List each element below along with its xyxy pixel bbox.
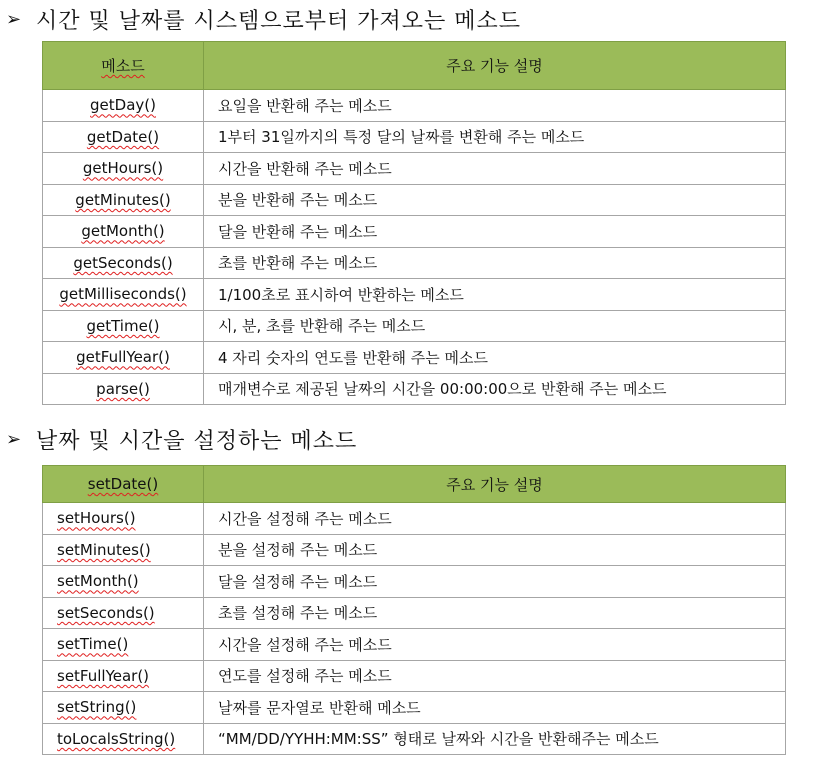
method-name-cell bbox=[43, 121, 204, 153]
table-row bbox=[43, 629, 786, 661]
table-row bbox=[43, 153, 786, 185]
method-description: “MM/DD/YYHH:MM:SS” 형태로 날짜와 시간을 반환해주는 메소드 bbox=[218, 730, 659, 749]
set-methods-table bbox=[42, 465, 786, 755]
section1-title: 시간 및 날짜를 시스템으로부터 가져오는 메소드 bbox=[36, 9, 522, 34]
table-row bbox=[43, 121, 786, 153]
method-description-cell bbox=[204, 534, 786, 566]
method-name-cell bbox=[43, 692, 204, 724]
method-description: 분을 설정해 주는 메소드 bbox=[218, 541, 378, 560]
method-description: 1/100초로 표시하여 반환하는 메소드 bbox=[218, 285, 464, 304]
method-name: setFullYear() bbox=[57, 666, 150, 685]
table-header-row bbox=[43, 42, 786, 90]
table-row bbox=[43, 660, 786, 692]
header-method: setDate() bbox=[43, 466, 204, 503]
method-name: getDay() bbox=[90, 96, 156, 115]
method-name-cell bbox=[43, 566, 204, 598]
method-name: toLocalsString() bbox=[57, 729, 176, 748]
method-name: getMinutes() bbox=[75, 190, 171, 209]
method-name-cell bbox=[43, 153, 204, 185]
method-description: 4 자리 숫자의 연도를 반환해 주는 메소드 bbox=[218, 348, 488, 367]
table-row bbox=[43, 723, 786, 755]
method-name-cell bbox=[43, 247, 204, 279]
method-name-cell bbox=[43, 660, 204, 692]
method-name-cell bbox=[43, 342, 204, 374]
method-name-cell bbox=[43, 216, 204, 248]
method-description: 분을 반환해 주는 메소드 bbox=[218, 191, 378, 210]
method-name-cell bbox=[43, 310, 204, 342]
get-methods-table bbox=[42, 41, 786, 405]
table-row bbox=[43, 310, 786, 342]
method-description-cell bbox=[204, 566, 786, 598]
method-name-cell bbox=[43, 534, 204, 566]
method-description-cell bbox=[204, 279, 786, 311]
arrow-bullet-icon: ➢ bbox=[6, 9, 23, 30]
method-description: 달을 반환해 주는 메소드 bbox=[218, 222, 378, 241]
method-description: 요일을 반환해 주는 메소드 bbox=[218, 96, 392, 115]
method-description-cell bbox=[204, 90, 786, 122]
method-name-cell bbox=[43, 723, 204, 755]
table-row bbox=[43, 597, 786, 629]
table-row bbox=[43, 279, 786, 311]
header-method: 메소드 bbox=[43, 42, 204, 90]
arrow-bullet-icon: ➢ bbox=[6, 429, 23, 450]
table-row bbox=[43, 503, 786, 535]
table-row bbox=[43, 184, 786, 216]
method-description-cell bbox=[204, 247, 786, 279]
method-name: getFullYear() bbox=[76, 348, 170, 367]
method-description: 시간을 설정해 주는 메소드 bbox=[218, 509, 392, 528]
method-name-cell bbox=[43, 184, 204, 216]
method-name-cell bbox=[43, 503, 204, 535]
method-description-cell bbox=[204, 342, 786, 374]
table-row bbox=[43, 342, 786, 374]
method-name-cell bbox=[43, 373, 204, 405]
method-name-cell bbox=[43, 597, 204, 629]
section1-heading bbox=[6, 4, 521, 35]
method-name-cell bbox=[43, 629, 204, 661]
method-description-cell bbox=[204, 597, 786, 629]
header-description: 주요 기능 설명 bbox=[204, 466, 786, 503]
table-row bbox=[43, 534, 786, 566]
table-row bbox=[43, 373, 786, 405]
method-description-cell bbox=[204, 216, 786, 248]
method-description: 1부터 31일까지의 특정 달의 날짜를 변환해 주는 메소드 bbox=[218, 128, 585, 147]
method-description: 초를 설정해 주는 메소드 bbox=[218, 604, 378, 623]
method-name: getMilliseconds() bbox=[59, 285, 187, 304]
method-name: getTime() bbox=[86, 316, 160, 335]
table-header-row bbox=[43, 466, 786, 503]
method-description: 시간을 반환해 주는 메소드 bbox=[218, 159, 392, 178]
table-row bbox=[43, 566, 786, 598]
header-description: 주요 기능 설명 bbox=[204, 42, 786, 90]
method-name: getSeconds() bbox=[73, 253, 173, 272]
method-description: 연도를 설정해 주는 메소드 bbox=[218, 667, 392, 686]
method-description-cell bbox=[204, 660, 786, 692]
method-name: getHours() bbox=[82, 159, 164, 178]
method-description-cell bbox=[204, 121, 786, 153]
method-name: setSeconds() bbox=[57, 603, 155, 622]
method-description: 매개변수로 제공된 날짜의 시간을 00:00:00으로 반환해 주는 메소드 bbox=[218, 380, 667, 399]
method-description-cell bbox=[204, 723, 786, 755]
table-row bbox=[43, 247, 786, 279]
section2-title: 날짜 및 시간을 설정하는 메소드 bbox=[36, 429, 358, 454]
method-description-cell bbox=[204, 692, 786, 724]
table-row bbox=[43, 692, 786, 724]
method-description-cell bbox=[204, 153, 786, 185]
method-name: parse() bbox=[96, 379, 150, 398]
method-name: setMonth() bbox=[57, 572, 139, 591]
method-name-cell bbox=[43, 279, 204, 311]
method-name: setTime() bbox=[57, 635, 129, 654]
method-description-cell bbox=[204, 629, 786, 661]
method-description-cell bbox=[204, 503, 786, 535]
method-description: 날짜를 문자열로 반환해 메소드 bbox=[218, 698, 421, 717]
method-description-cell bbox=[204, 310, 786, 342]
method-description: 초를 반환해 주는 메소드 bbox=[218, 254, 378, 273]
method-description-cell bbox=[204, 373, 786, 405]
method-description-cell bbox=[204, 184, 786, 216]
section2-heading bbox=[6, 424, 357, 455]
method-name: getMonth() bbox=[81, 222, 165, 241]
method-name: setMinutes() bbox=[57, 540, 151, 559]
method-name: setString() bbox=[57, 698, 137, 717]
method-description: 달을 설정해 주는 메소드 bbox=[218, 572, 378, 591]
method-name: setHours() bbox=[57, 509, 136, 528]
table-row bbox=[43, 216, 786, 248]
method-description: 시간을 설정해 주는 메소드 bbox=[218, 635, 392, 654]
table-row bbox=[43, 90, 786, 122]
method-description: 시, 분, 초를 반환해 주는 메소드 bbox=[218, 317, 426, 336]
method-name: getDate() bbox=[86, 127, 160, 146]
method-name-cell bbox=[43, 90, 204, 122]
